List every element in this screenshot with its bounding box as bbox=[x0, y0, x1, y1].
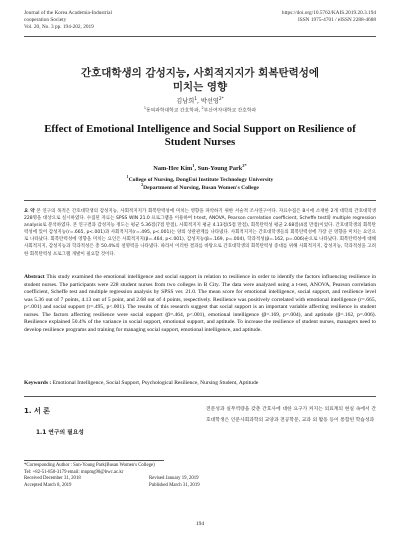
korean-affil-1-mark: 1 bbox=[143, 106, 146, 110]
abstract-top-rule bbox=[24, 200, 376, 201]
english-abstract-text: This study examined the emotional intelligence and social support in relation to resilience in order to identify the factors influencing resilience in student nurses. The participants were 228 student nurses from two colleges in B City. The data were analyzed using a t-test, ANOVA, Pearson correlation coefficient, Scheffe test and multiple regression analysis by SPSS ver. 21.0. The mean score for emotional intelligence, social support, and resilience level was 5.36 out of 7 points, 4.13 out of 5 point, and 2.68 out of 4 points, respectively. Resilience was positively correlated with emotional intelligence (r=.665, p<.001) and social support (r=.495, p<.001). The results of this research suggest that social support is an important variable affecting resilience in student nurses. The factors affecting resilience were social support (β=.464, p<.001), emotional intelligence (β=.169, p=.004), and aptitude (β=.162, p=.006). Resilience explained 50.4% of the variance in social support, emotional support, and aptitude. To increase the resilience of student nurses, managers need to develop resilience programs and training for managing social support, emotional intelligence, and aptitude. bbox=[24, 274, 376, 333]
page-number: 194 bbox=[195, 521, 205, 527]
section-title: 1. 서 론 bbox=[24, 407, 50, 415]
subsection-title: 1.1 연구의 필요성 bbox=[36, 430, 84, 436]
header-rule bbox=[24, 36, 376, 37]
journal-name-line2: cooperation Society bbox=[24, 17, 67, 23]
korean-author-1: 김남희 bbox=[176, 98, 195, 105]
korean-abstract-text: 본 연구의 목적은 간호대학생의 감성지능, 사회적지지가 회복탄력성에 미치는 영향을 파악하기 위한 서술적 조사연구이다. 자료수집은 B시에 소재한 2개 대학의 간호대학생 228명을 대상으로 실시하였다. 수집된 자료는 SPSS WIN 21.0 프로그램을 이용하여 t-test, ANOVA, Pearson correlation coefficient, Scheffe test와 multiple regression analysis로 분석하였다. 본 연구결과 감성지능 정도는 평균 5.36점(7점 만점), 사회적지지 평균 4.13점(5점 만점), 회복탄력성 평균 2.68점(4점 만점)이었다. 간호대학생의 회복탄력성에 있어 감성지능(r=.665, p<.001)과 사회적지지(r=.495, p<.001)는 양의 상관관계를 나타냈다. 사회적지지는 간호대학생들의 회복탄력성에 가장 큰 영향을 미치는 요인으로 나타났다. 회복탄력성에 영향을 미치는 요인은 사회적지지(β=.464, p<.001), 감성지능(β=.169, p=.004), 학과적성(β=.162, p=.006)순으로 나타났다. 회복탄력성에 대해 사회적지지, 감성지능과 학과적성은 총 50.4%의 설명력을 나타냈다. 따라서 이러한 결과를 바탕으로 간호대학생의 회복탄력성 증대를 위해 사회적지지, 감성지능, 학과적성을 고려한 회복탄력성 프로그램 개발이 필요할 것이다. bbox=[24, 209, 377, 257]
keywords-text: Emotional Intelligence, Social Support, Psychological Resilience, Nursing Student, Aptitude bbox=[52, 380, 259, 386]
english-affiliations bbox=[30, 176, 370, 192]
korean-affil-2-mark: 2 bbox=[201, 106, 204, 110]
english-authors: Nam-Hee Kim$^1$, Sun-Young Park$^{2*}$ bbox=[153, 162, 247, 172]
english-abstract-label: Abstract bbox=[24, 274, 45, 280]
corresponding-author: *Corresponding Author : Sun-Young Park(Busan Women's College) bbox=[24, 463, 155, 468]
korean-title bbox=[40, 66, 360, 94]
korean-abstract-label: 요 약 bbox=[24, 209, 35, 214]
english-affil-1-text: College of Nursing, DongEui Institute Technology University bbox=[128, 177, 274, 183]
english-author-1-mark: 1 bbox=[192, 162, 195, 168]
footnote-rule bbox=[24, 460, 164, 461]
korean-affiliations: $^1$동의과학대학교 간호학과, $^2$부산여자대학교 간호학과 bbox=[143, 106, 257, 114]
english-author-2-mark: 2* bbox=[242, 162, 247, 168]
english-affil-1-mark: 1 bbox=[126, 175, 129, 180]
keywords-label: Keywords : bbox=[24, 380, 52, 386]
journal-info bbox=[24, 10, 224, 31]
contact-info: Tel: +82-51-850-3179 email: mnpmg90@bwc.ac.kr bbox=[24, 469, 124, 475]
journal-name-line1: Journal of the Korea Academia-Industrial bbox=[24, 10, 112, 16]
abstract-bottom-rule bbox=[24, 396, 376, 397]
korean-affil-2: 부산여자대학교 간호학과 bbox=[203, 108, 257, 114]
footnote bbox=[24, 463, 324, 489]
doi-link[interactable]: https://doi.org/10.5762/KAIS.2019.20.3.194 bbox=[281, 10, 376, 16]
korean-author-2-mark: 2* bbox=[218, 96, 224, 102]
korean-authors: 김남희$^1$, 박선영$^{2*}$ bbox=[176, 96, 224, 105]
english-title-line2: Student Nurses bbox=[164, 136, 236, 148]
english-abstract bbox=[24, 274, 376, 334]
journal-identifiers bbox=[206, 10, 376, 24]
english-affil-2 bbox=[30, 184, 370, 192]
received-date: Received December 31, 2018 bbox=[24, 476, 81, 482]
english-author-1: Nam-Hee Kim bbox=[153, 165, 193, 172]
korean-author-2: 박선영 bbox=[200, 98, 219, 105]
korean-author-1-mark: 1 bbox=[194, 96, 197, 102]
received-revised-row bbox=[24, 476, 324, 483]
korean-title-line2: 미치는 영향 bbox=[172, 81, 228, 93]
korean-title-line1: 간호대학생의 감성지능, 사회적지지가 회복탄력성에 bbox=[80, 67, 320, 79]
revised-date: Revised January 19, 2019 bbox=[149, 476, 199, 482]
accepted-published-row bbox=[24, 483, 324, 490]
accepted-date: Accepted March 8, 2019 bbox=[24, 482, 72, 488]
body-text-right-column: 전문성과 실무역량을 갖춘 간호사에 대한 요구가 커지는 의료계의 현실 속에서 간호대학생은 인문사회과학의 교양과 전공학문, 교과 외 활동 등이 통합된 학습성과 bbox=[206, 407, 376, 423]
issn: ISSN 1975-4701 / eISSN 2288-4688 bbox=[298, 17, 376, 23]
english-affil-2-text: Department of Nursing, Busan Women's College bbox=[143, 185, 259, 191]
korean-abstract bbox=[24, 208, 376, 258]
journal-volume: Vol. 20, No. 3 pp. 194-202, 2019 bbox=[24, 24, 94, 30]
english-author-2: Sun-Young Park bbox=[197, 165, 243, 172]
english-affil-2-mark: 2 bbox=[141, 183, 144, 188]
english-title-line1: Effect of Emotional Intelligence and Social Support on Resilience of bbox=[44, 123, 356, 135]
published-date: Published March 31, 2019 bbox=[149, 482, 200, 488]
english-title bbox=[30, 123, 370, 149]
korean-affil-1: 동의과학대학교 간호학과 bbox=[145, 108, 199, 114]
keywords bbox=[24, 380, 376, 388]
english-affil-1 bbox=[30, 176, 370, 184]
